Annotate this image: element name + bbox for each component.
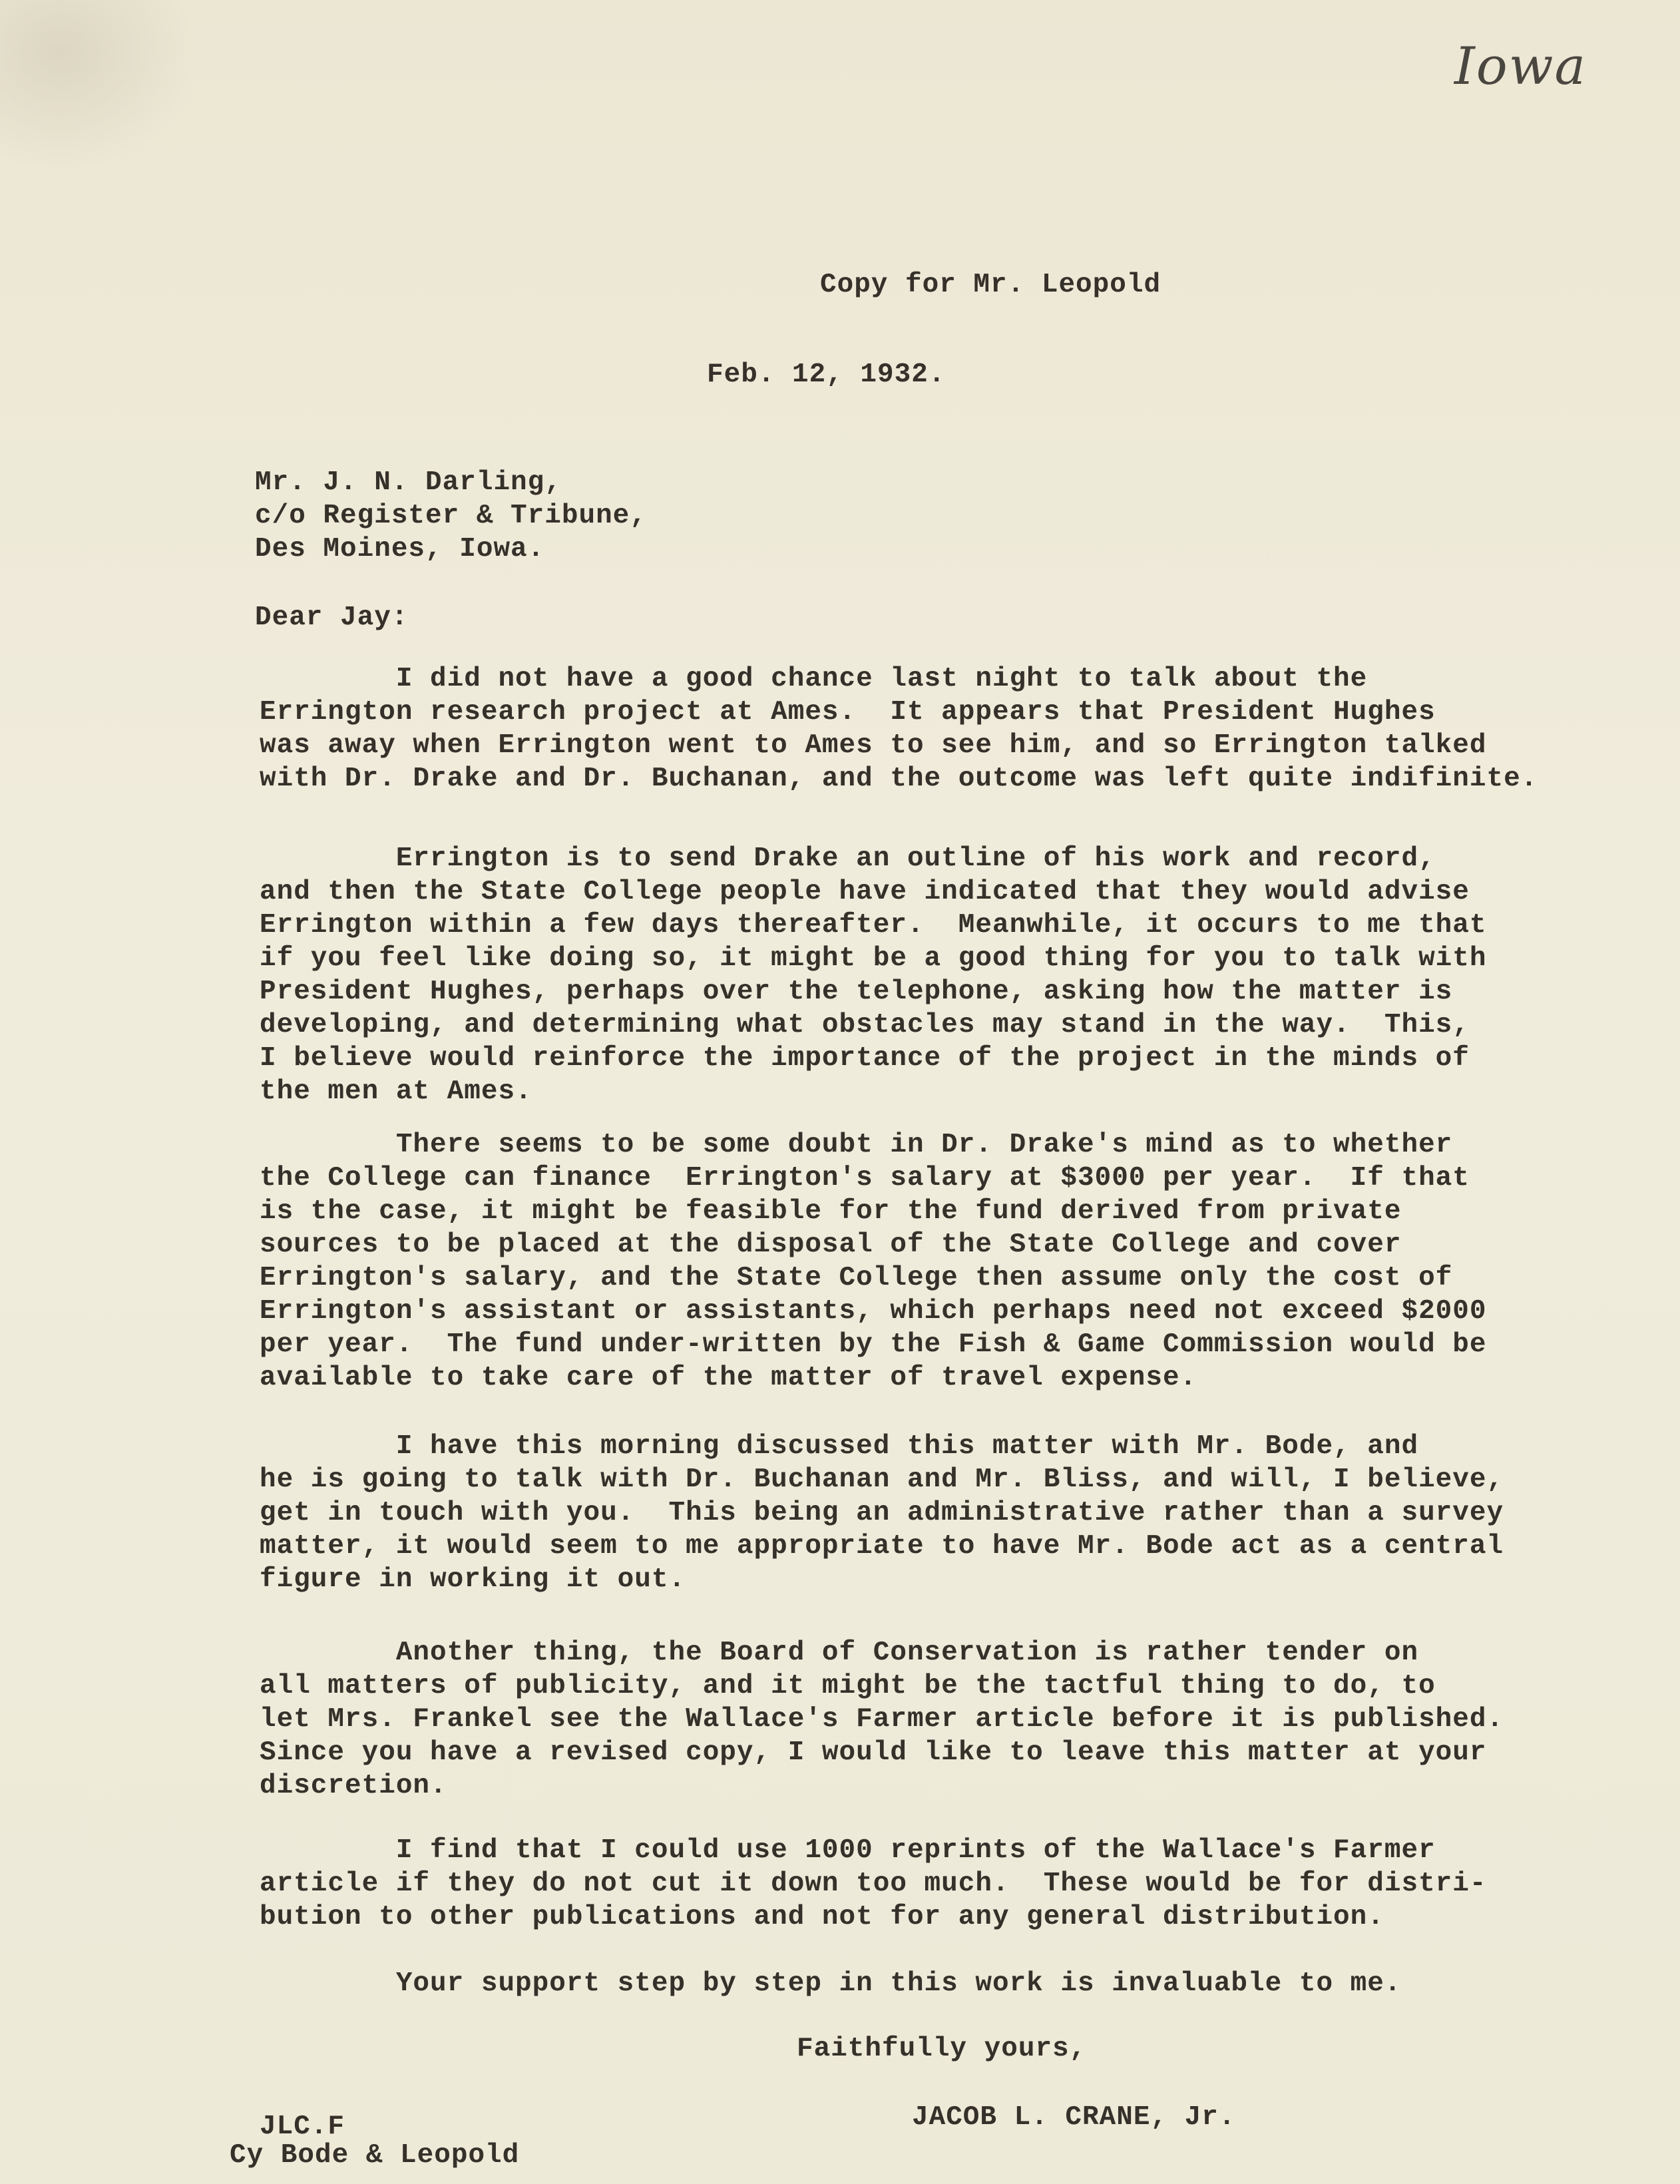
paragraph-line: I did not have a good chance last night to talk about the [260, 664, 1368, 694]
address-line-3: Des Moines, Iowa. [255, 534, 545, 564]
paragraph-2 [260, 842, 1487, 1108]
paragraph-line: per year. The fund under-written by the Fish & Game Commission would be [260, 1329, 1487, 1360]
closing: Faithfully yours, [797, 2034, 1087, 2064]
carbon-copy: Cy Bode & Leopold [230, 2140, 520, 2171]
letter-date: Feb. 12, 1932. [707, 359, 946, 390]
paragraph-line: let Mrs. Frankel see the Wallace's Farmer article before it is published. [260, 1704, 1504, 1735]
paragraph-line: I find that I could use 1000 reprints of the Wallace's Farmer [260, 1835, 1436, 1866]
signature-block: JACOB L. CRANE, Jr. [912, 2102, 1236, 2133]
paragraph-line: Errington research project at Ames. It appears that President Hughes [260, 697, 1436, 728]
handwritten-annotation: Iowa [1454, 37, 1587, 97]
paragraph-line: Your support step by step in this work is invaluable to me. [260, 1968, 1402, 1999]
paragraph-1 [260, 662, 1538, 795]
paragraph-line: available to take care of the matter of travel expense. [260, 1363, 1197, 1393]
paragraph-line: Errington's salary, and the State College then assume only the cost of [260, 1263, 1453, 1293]
paragraph-line: I have this morning discussed this matter with Mr. Bode, and [260, 1431, 1419, 1462]
address-line-2: c/o Register & Tribune, [255, 501, 647, 531]
paragraph-line: matter, it would seem to me appropriate to have Mr. Bode act as a central [260, 1531, 1504, 1562]
paragraph-line: figure in working it out. [260, 1564, 686, 1595]
typist-initials: JLC.F [260, 2111, 345, 2142]
paragraph-line: I believe would reinforce the importance of the project in the minds of [260, 1043, 1470, 1074]
paragraph-line: is the case, it might be feasible for the fund derived from private [260, 1196, 1402, 1227]
paragraph-6 [260, 1834, 1487, 1934]
copy-header: Copy for Mr. Leopold [820, 270, 1161, 300]
paragraph-line: President Hughes, perhaps over the telephone, asking how the matter is [260, 977, 1453, 1007]
paragraph-line: Errington within a few days thereafter. Meanwhile, it occurs to me that [260, 910, 1487, 941]
paragraph-line: developing, and determining what obstacles may stand in the way. This, [260, 1010, 1470, 1040]
paragraph-line: Errington's assistant or assistants, which perhaps need not exceed $2000 [260, 1296, 1487, 1327]
address-line-1: Mr. J. N. Darling, [255, 467, 562, 498]
paragraph-line: all matters of publicity, and it might be the tactful thing to do, to [260, 1671, 1436, 1701]
paragraph-line: Another thing, the Board of Conservation is rather tender on [260, 1638, 1419, 1668]
paragraph-line: if you feel like doing so, it might be a good thing for you to talk with [260, 943, 1487, 974]
paragraph-line: the College can finance Errington's salary at $3000 per year. If that [260, 1163, 1470, 1194]
page-crease [0, 0, 200, 173]
paragraph-line: was away when Errington went to Ames to see him, and so Errington talked [260, 730, 1487, 761]
paragraph-line: he is going to talk with Dr. Buchanan and Mr. Bliss, and will, I believe, [260, 1464, 1504, 1495]
paragraph-line: and then the State College people have indicated that they would advise [260, 877, 1470, 907]
paragraph-line: get in touch with you. This being an administrative rather than a survey [260, 1498, 1504, 1528]
paragraph-line: bution to other publications and not for any general distribution. [260, 1902, 1384, 1932]
paragraph-line: discretion. [260, 1771, 447, 1801]
paragraph-line: There seems to be some doubt in Dr. Drake's mind as to whether [260, 1130, 1453, 1160]
paragraph-line: sources to be placed at the disposal of the State College and cover [260, 1229, 1402, 1260]
paragraph-3 [260, 1128, 1487, 1395]
salutation: Dear Jay: [255, 602, 409, 633]
paragraph-line: article if they do not cut it down too much. These would be for distri- [260, 1868, 1487, 1899]
paragraph-line: the men at Ames. [260, 1076, 532, 1107]
paragraph-line: Since you have a revised copy, I would like to leave this matter at your [260, 1737, 1487, 1768]
paragraph-5 [260, 1636, 1504, 1803]
paragraph-4 [260, 1430, 1504, 1596]
paragraph-7 [260, 1967, 1471, 2000]
paragraph-line: with Dr. Drake and Dr. Buchanan, and the outcome was left quite indifinite. [260, 764, 1538, 794]
paragraph-line: Errington is to send Drake an outline of his work and record, [260, 843, 1436, 874]
